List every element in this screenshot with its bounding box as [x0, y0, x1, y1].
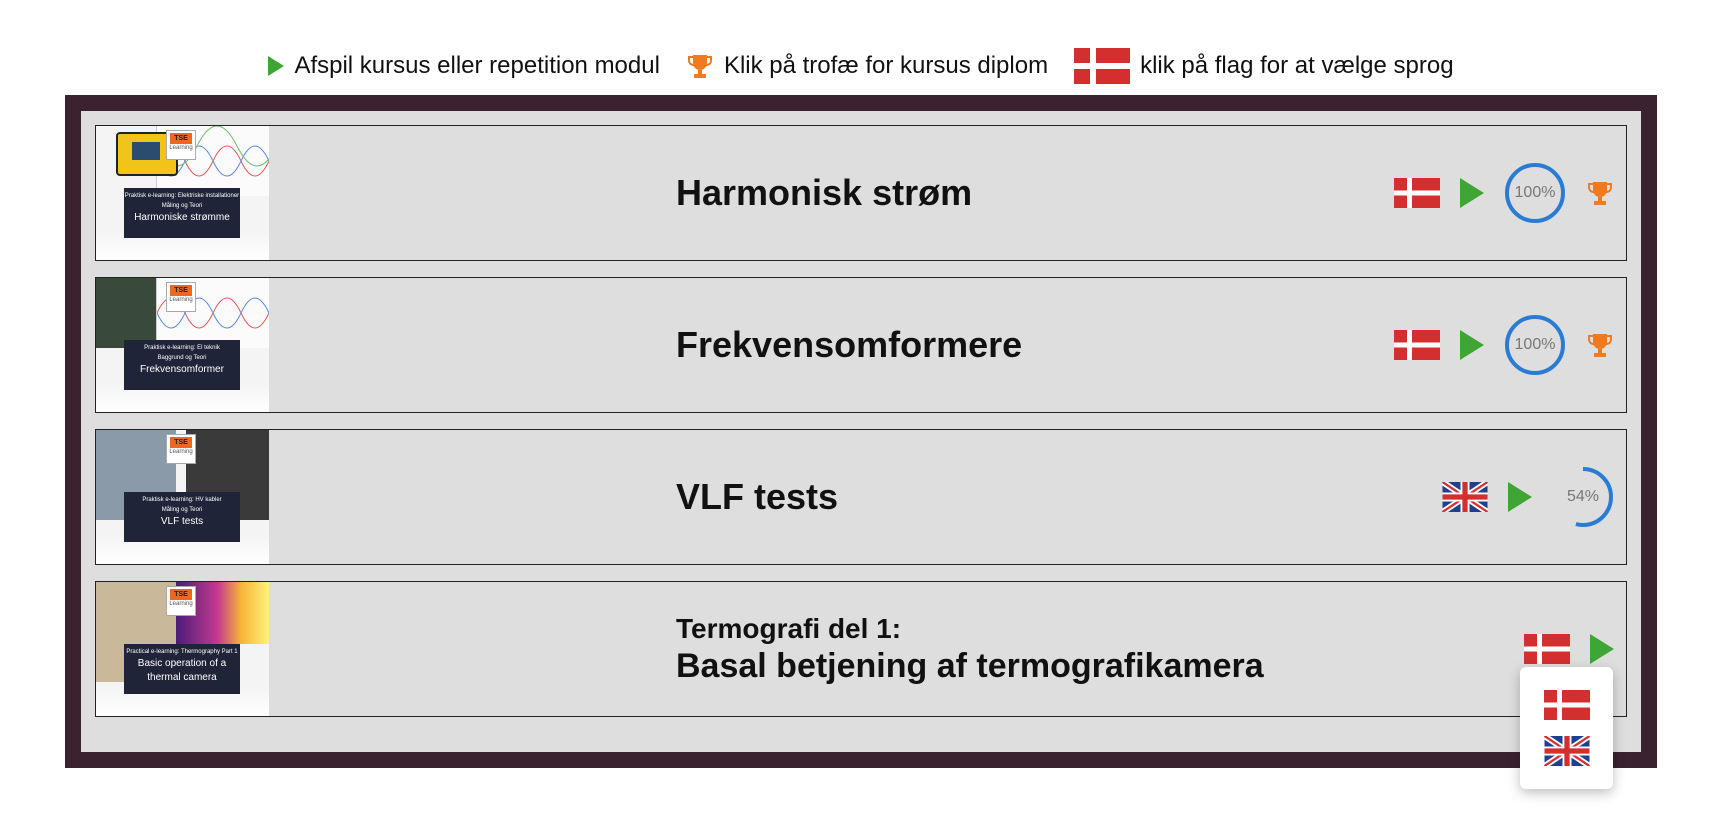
caption-line2: Måling og Teori [161, 203, 203, 209]
course-title [676, 126, 972, 260]
caption-line1: Praktisk e-learning: Elektriske installationer [124, 193, 240, 199]
trophy-icon[interactable] [1586, 179, 1614, 207]
caption-line1: Praktisk e-learning: HV kabler [142, 497, 222, 503]
caption-line2: Måling og Teori [161, 507, 203, 513]
language-dropdown [1520, 667, 1613, 789]
tse-logo: TSE Learning [166, 434, 196, 464]
trophy-icon [686, 52, 714, 80]
progress-label: 100% [1514, 336, 1556, 353]
legend-trophy-text: Klik på trofæ for kursus diplom [723, 52, 1049, 79]
tse-logo: TSE Learning [166, 130, 196, 160]
course-thumbnail [96, 126, 269, 260]
course-thumbnail [96, 582, 269, 716]
progress-ring [1504, 162, 1566, 224]
caption-line3: Harmoniske strømme [134, 212, 230, 223]
thumbnail-caption [124, 188, 240, 238]
caption-line3: VLF tests [160, 516, 204, 527]
course-list [81, 111, 1641, 752]
danish-flag-icon[interactable] [1544, 690, 1590, 720]
play-button[interactable] [1460, 330, 1484, 360]
legend-flag [1074, 48, 1454, 84]
legend-play [268, 52, 660, 80]
legend [0, 48, 1722, 84]
course-title-text: Frekvensomformere [676, 324, 1023, 365]
progress-label: 100% [1514, 184, 1556, 201]
course-actions [1394, 126, 1614, 260]
play-button[interactable] [1508, 482, 1532, 512]
caption-line1: Praktisk e-learning: El teknik [144, 345, 220, 351]
tse-logo: TSE Learning [166, 282, 196, 312]
legend-trophy [686, 52, 1048, 80]
play-icon [268, 56, 284, 76]
course-card [95, 125, 1627, 261]
progress-label: 54% [1566, 488, 1600, 505]
progress-ring [1552, 466, 1614, 528]
thumbnail-caption [124, 340, 240, 390]
cabinet-graphic [96, 278, 156, 348]
uk-flag-icon[interactable] [1544, 736, 1590, 766]
course-actions [1394, 278, 1614, 412]
tse-logo: TSE Learning [166, 586, 196, 616]
course-subtitle-text: Termografi del 1: [676, 612, 902, 644]
caption-line1: Practical e-learning: Thermography Part 1 [126, 649, 238, 655]
legend-flag-text: klik på flag for at vælge sprog [1140, 52, 1454, 79]
course-thumbnail [96, 430, 269, 564]
course-title-text: Basal betjening af termografikamera [676, 646, 1264, 685]
play-button[interactable] [1460, 178, 1484, 208]
course-actions [1442, 430, 1614, 564]
caption-line3: Basic operation of a thermal camera [137, 658, 227, 683]
course-title [676, 582, 1264, 716]
danish-flag-icon[interactable] [1394, 330, 1440, 360]
course-title [676, 430, 838, 564]
course-thumbnail [96, 278, 269, 412]
legend-play-text: Afspil kursus eller repetition modul [294, 52, 660, 79]
caption-line3: Frekvensomformer [140, 364, 224, 375]
danish-flag-icon[interactable] [1394, 178, 1440, 208]
danish-flag-icon[interactable] [1524, 634, 1570, 664]
danish-flag-icon [1074, 48, 1130, 84]
course-card [95, 429, 1627, 565]
course-title-text: VLF tests [676, 476, 839, 517]
caption-line2: Baggrund og Teori [157, 355, 207, 361]
course-card [95, 581, 1627, 717]
course-title [676, 278, 1022, 412]
progress-ring [1504, 314, 1566, 376]
play-button[interactable] [1590, 634, 1614, 664]
course-card [95, 277, 1627, 413]
course-list-frame [65, 95, 1657, 768]
course-title-text: Harmonisk strøm [676, 172, 973, 213]
thumbnail-caption [124, 492, 240, 542]
uk-flag-icon[interactable] [1442, 482, 1488, 512]
thumbnail-caption [124, 644, 240, 694]
trophy-icon[interactable] [1586, 331, 1614, 359]
